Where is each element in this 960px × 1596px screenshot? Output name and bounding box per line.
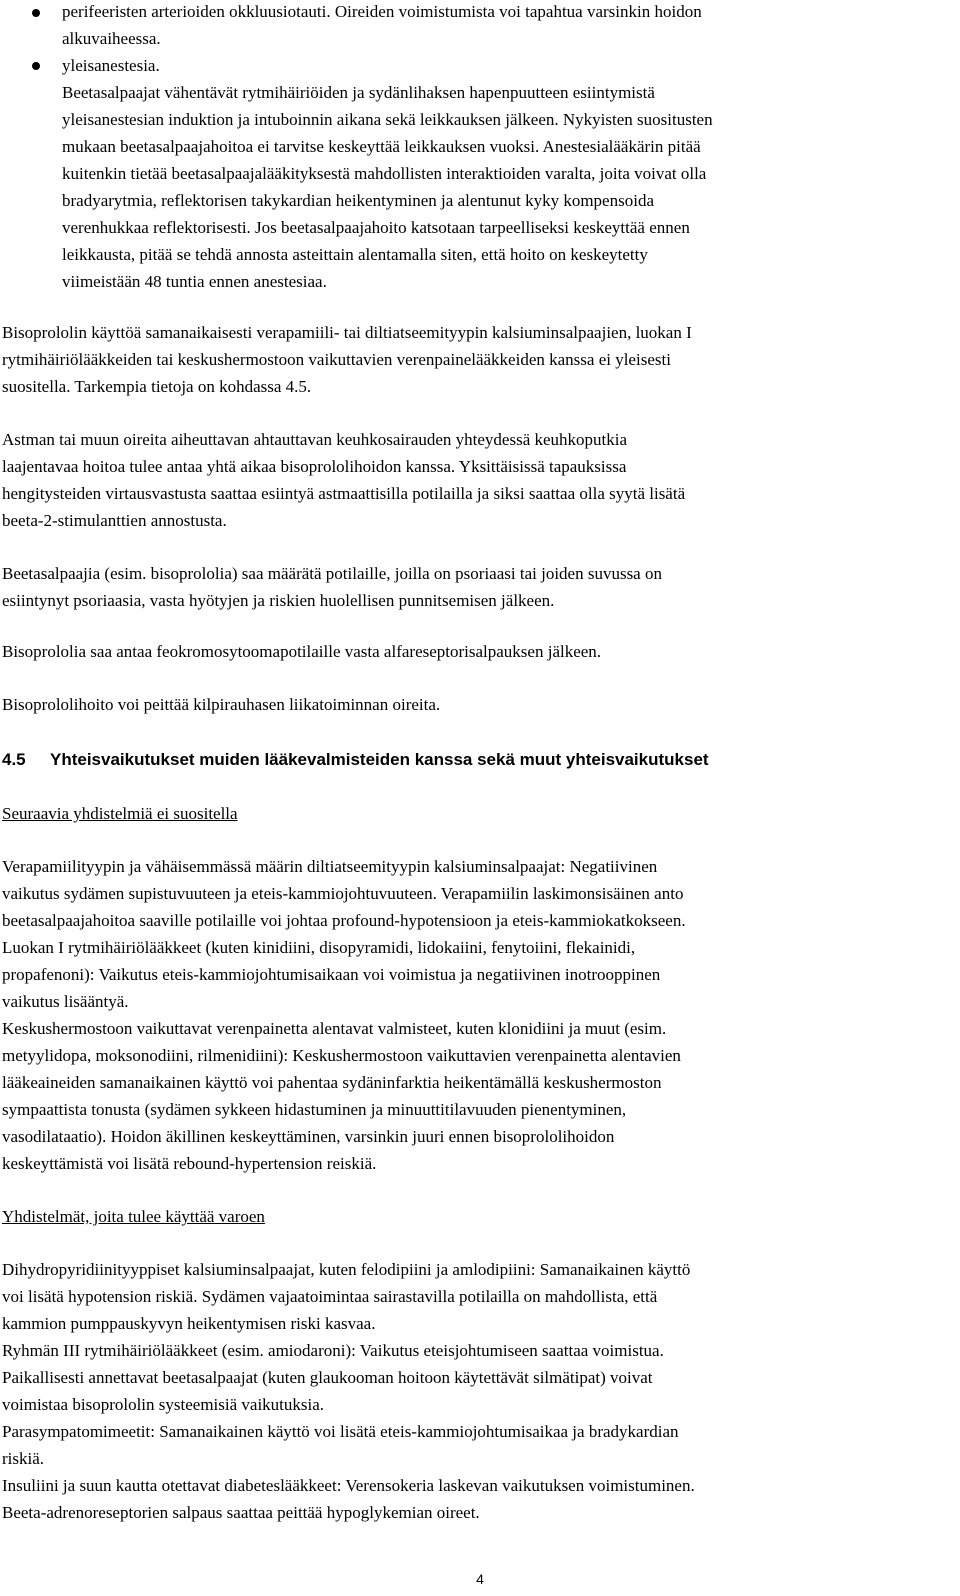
section-heading [2,749,709,771]
paragraph-line: Luokan I rytmihäiriölääkkeet (kuten kinidiini, disopyramidi, lidokaiini, fenytoiini, flekainidi, [2,938,636,957]
bullet-line: Beetasalpaajat vähentävät rytmihäiriöiden ja sydänlihaksen hapenpuutteen esiintymistä [62,83,655,102]
bullet-marker [32,9,40,17]
paragraph-line: Keskushermostoon vaikuttavat verenpainetta alentavat valmisteet, kuten klonidiini ja muut (esim. [2,1019,667,1038]
paragraph-line: Dihydropyridiinityyppiset kalsiuminsalpaajat, kuten felodipiini ja amlodipiini: Samanaikainen käyttö [2,1260,691,1279]
paragraph-line: hengitysteiden virtausvastusta saattaa esiintyä astmaattisilla potilailla ja siksi saattaa olla syytä lisätä [2,484,686,503]
paragraph-line: Beetasalpaajia (esim. bisoprololia) saa määrätä potilaille, joilla on psoriaasi tai joiden suvussa on [2,564,662,583]
bullet-line: yleisanestesian induktion ja intuboinnin aikana sekä leikkauksen jälkeen. Nykyisten suositusten [62,110,713,129]
section-title: Yhteisvaikutukset muiden lääkevalmisteiden kanssa sekä muut yhteisvaikutukset [50,750,709,769]
paragraph-line: vasodilataatio). Hoidon äkillinen keskeyttäminen, varsinkin juuri ennen bisoprololihoidon [2,1127,615,1146]
paragraph-line: riskiä. [2,1449,45,1468]
paragraph-line: lääkeaineiden samanaikainen käyttö voi pahentaa sydäninfarktia heikentämällä keskushermoston [2,1073,662,1092]
paragraph-line: Paikallisesti annettavat beetasalpaajat (kuten glaukooman hoitoon käytettävät silmätipat) voivat [2,1368,653,1387]
paragraph-line: vaikutus sydämen supistuvuuteen ja eteis-kammiojohtuvuuteen. Verapamiilin laskimonsisäinen anto [2,884,684,903]
bullet-line: verenhukkaa reflektorisesti. Jos beetasalpaajahoito katsotaan tarpeelliseksi keskeyttää ennen [62,218,690,237]
subsection-title: Seuraavia yhdistelmiä ei suositella [2,804,238,823]
paragraph-line: Verapamiilityypin ja vähäisemmässä määrin diltiatseemityypin kalsiuminsalpaajat: Negatiivinen [2,857,658,876]
paragraph-line: Parasympatomimeetit: Samanaikainen käyttö voi lisätä eteis-kammiojohtumisaikaa ja bradykardian [2,1422,679,1441]
paragraph-line: voi lisätä hypotension riskiä. Sydämen vajaatoimintaa sairastavilla potilailla on mahdollista, että [2,1287,658,1306]
paragraph-line: Insuliini ja suun kautta otettavat diabeteslääkkeet: Verensokeria laskevan vaikutuksen voimistuminen. [2,1476,695,1495]
paragraph-line: propafenoni): Vaikutus eteis-kammiojohtumisaikaan voi voimistua ja negatiivinen inotrooppinen [2,965,661,984]
paragraph-line: laajentavaa hoitoa tulee antaa yhtä aikaa bisoprololihoidon kanssa. Yksittäisissä tapauksissa [2,457,627,476]
paragraph-line: vaikutus lisääntyä. [2,992,129,1011]
paragraph-line: kammion pumppauskyvyn heikentymisen riski kasvaa. [2,1314,376,1333]
bullet-line: viimeistään 48 tuntia ennen anestesiaa. [62,272,327,291]
paragraph-line: rytmihäiriölääkkeiden tai keskushermostoon vaikuttavien verenpainelääkkeiden kanssa ei yleisesti [2,350,671,369]
bullet-line: alkuvaiheessa. [62,29,161,48]
paragraph-line: Bisoprololin käyttöä samanaikaisesti verapamiili- tai diltiatseemityypin kalsiuminsalpaajien, luokan I [2,323,692,342]
paragraph-line: metyylidopa, moksonodiini, rilmenidiini): Keskushermostoon vaikuttavien verenpainetta alentavien [2,1046,681,1065]
bullet-line: bradyarytmia, reflektorisen takykardian heikentyminen ja alentunut kyky kompensoida [62,191,654,210]
paragraph-line: keskeyttämistä voi lisätä rebound-hypertension reiskiä. [2,1154,377,1173]
bullet-line: yleisanestesia. [62,56,160,75]
paragraph-line: Ryhmän III rytmihäiriölääkkeet (esim. amiodaroni): Vaikutus eteisjohtumiseen saattaa voimistua. [2,1341,664,1360]
paragraph-line: Bisoprololia saa antaa feokromosytoomapotilaille vasta alfareseptorisalpauksen jälkeen. [2,642,602,661]
paragraph-line: sympaattista tonusta (sydämen sykkeen hidastuminen ja minuuttitilavuuden pienentyminen, [2,1100,627,1119]
paragraph-line: Bisoprololihoito voi peittää kilpirauhasen liikatoiminnan oireita. [2,695,441,714]
bullet-line: kuitenkin tietää beetasalpaajalääkityksestä mahdollisten interaktioiden varalta, joita voivat olla [62,164,707,183]
paragraph-line: esiintynyt psoriaasia, vasta hyötyjen ja riskien huolellisen punnitsemisen jälkeen. [2,591,555,610]
paragraph-line: suositella. Tarkempia tietoja on kohdassa 4.5. [2,377,312,396]
paragraph-line: Beeta-adrenoreseptorien salpaus saattaa peittää hypoglykemian oireet. [2,1503,480,1522]
paragraph-line: beetasalpaajahoitoa saaville potilaille voi johtaa profound-hypotensioon ja eteis-kammiokatkokseen. [2,911,686,930]
page-number: 4 [476,1571,484,1587]
bullet-line: mukaan beetasalpaajahoitoa ei tarvitse keskeyttää leikkauksen vuoksi. Anestesialääkärin pitää [62,137,701,156]
bullet-marker [32,62,40,70]
paragraph-line: voimistaa bisoprololin systeemisiä vaikutuksia. [2,1395,325,1414]
bullet-line: perifeeristen arterioiden okkluusiotauti. Oireiden voimistumista voi tapahtua varsinkin hoidon [62,2,702,21]
bullet-line: leikkausta, pitää se tehdä annosta asteittain alentamalla siten, että hoito on keskeytetty [62,245,648,264]
paragraph-line: Astman tai muun oireita aiheuttavan ahtauttavan keuhkosairauden yhteydessä keuhkoputkia [2,430,628,449]
paragraph-line: beeta-2-stimulanttien annostusta. [2,511,227,530]
subsection-title: Yhdistelmät, joita tulee käyttää varoen [2,1207,265,1226]
section-number: 4.5 [2,750,26,769]
